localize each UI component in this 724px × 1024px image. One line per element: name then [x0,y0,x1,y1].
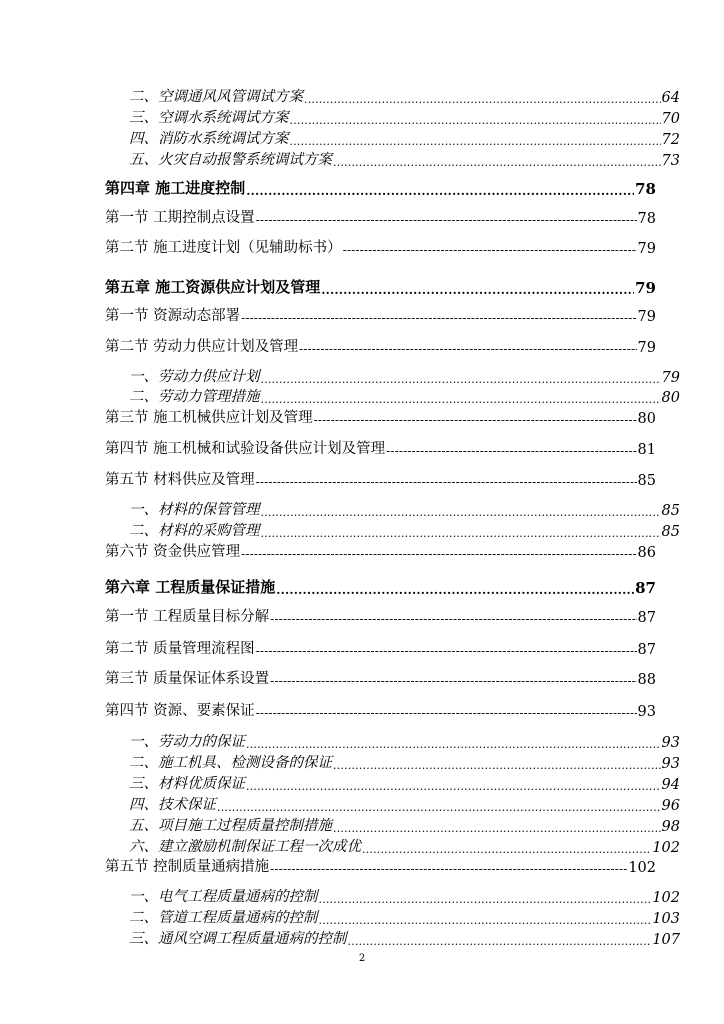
toc-page-number: 102 [652,890,680,906]
toc-entry-title: 二、空调通风风管调试方案 [129,89,303,105]
toc-chapter-title: 第四章 施工进度控制 [105,179,246,197]
toc-page-number: 103 [652,911,680,927]
toc-leader [348,934,652,948]
toc-section-title: 第一节 资源动态部署 [105,308,241,324]
toc-page-number: 87 [637,642,656,658]
toc-leader [246,779,661,793]
toc-page-number: 70 [661,111,680,127]
toc-page-number: 79 [637,241,656,257]
toc-page-number: 79 [661,370,680,386]
toc-leader [321,283,634,297]
toc-section-title: 第一节 工程质量目标分解 [105,609,270,625]
toc-entry [105,128,680,148]
toc-page-number: 79 [635,279,656,297]
toc-chapter [105,275,656,297]
toc-page-number: 73 [661,153,680,169]
toc-leader [256,706,637,720]
toc-page-number: 72 [661,132,680,148]
toc-chapter-title: 第六章 工程质量保证措施 [105,578,276,596]
toc-entry [105,752,680,772]
toc-leader [304,92,661,106]
toc-entry [105,773,680,793]
toc-leader [217,800,661,814]
toc-leader [276,583,634,597]
toc-entry-title: 三、空调水系统调试方案 [129,110,289,126]
toc-section-title: 第三节 施工机械供应计划及管理 [105,410,313,426]
toc-section [105,604,656,626]
toc-entry [105,366,680,386]
toc-page-number: 85 [637,473,656,489]
toc-page-number: 107 [652,932,680,948]
toc-leader [246,737,661,751]
toc-entry [105,520,680,540]
toc-entry [105,886,680,906]
toc-entry [105,907,680,927]
toc-leader [343,243,637,257]
toc-section [105,405,656,427]
toc-page-number: 94 [661,777,680,793]
toc-section-title: 第一节 工期控制点设置 [105,210,255,226]
toc-section-title: 第二节 劳动力供应计划及管理 [105,339,299,355]
toc-page-number: 80 [637,411,656,427]
toc-section [105,334,656,356]
toc-leader [261,392,661,406]
toc-page-number: 88 [637,672,656,688]
toc-leader [246,184,634,198]
toc-leader [270,612,636,626]
toc-entry [105,149,680,169]
toc-leader [319,892,652,906]
toc-leader [314,413,637,427]
toc-section-title: 第四节 施工机械和试验设备供应计划及管理 [105,441,386,457]
toc-entry [105,794,680,814]
toc-leader [333,155,661,169]
toc-leader [270,862,627,876]
toc-entry-title: 四、技术保证 [129,797,216,813]
toc-entry [105,836,680,856]
toc-page-number: 87 [635,579,656,597]
toc-section [105,698,656,720]
footer-page-number: 2 [358,953,366,964]
toc-entry-title: 一、劳动力的保证 [129,734,245,750]
toc-entry-title: 一、劳动力供应计划 [129,369,260,385]
toc-entry [105,86,680,106]
toc-section-title: 第三节 质量保证体系设置 [105,671,270,687]
toc-page-number: 85 [661,524,680,540]
toc-section [105,303,656,325]
toc-section-title: 第四节 资源、要素保证 [105,703,255,719]
toc-leader [241,547,636,561]
toc-entry-title: 三、通风空调工程质量通病的控制 [129,931,347,947]
toc-section-title: 第二节 质量管理流程图 [105,641,255,657]
toc-section [105,235,656,257]
toc-entry-title: 六、建立激励机制保证工程一次成优 [129,839,361,855]
toc-leader [333,821,661,835]
toc-entry-title: 一、电气工程质量通病的控制 [129,889,318,905]
toc-entry [105,386,680,406]
toc-section [105,436,656,458]
toc-leader [290,113,661,127]
toc-entry [105,731,680,751]
toc-section [105,854,656,876]
toc-entry [105,107,680,127]
toc-leader [256,475,637,489]
toc-entry [105,815,680,835]
toc-page-number: 85 [661,503,680,519]
toc-entry [105,928,680,948]
toc-page-number: 93 [661,756,680,772]
toc-leader [241,311,636,325]
toc-leader [299,342,636,356]
toc-page-number: 80 [661,390,680,406]
toc-entry-title: 三、材料优质保证 [129,776,245,792]
toc-leader [333,758,661,772]
toc-section-title: 第二节 施工进度计划（见辅助标书） [105,240,342,256]
toc-entry-title: 一、材料的保管管理 [129,502,260,518]
toc-page-number: 81 [637,442,656,458]
toc-page-number: 79 [637,340,656,356]
toc-leader [261,526,661,540]
toc-page-number: 79 [637,309,656,325]
toc-section [105,636,656,658]
toc-section-title: 第五节 控制质量通病措施 [105,859,270,875]
toc-section [105,539,656,561]
toc-section-title: 第五节 材料供应及管理 [105,472,255,488]
toc-page-number: 87 [637,610,656,626]
toc-leader [290,134,661,148]
toc-page-number: 86 [637,545,656,561]
toc-page-number: 93 [637,704,656,720]
toc-chapter [105,575,656,597]
toc-entry [105,499,680,519]
toc-page-number: 78 [637,211,656,227]
toc-leader [386,444,636,458]
toc-page-number: 93 [661,735,680,751]
toc-page-number: 98 [661,819,680,835]
toc-page-number: 102 [652,840,680,856]
toc-chapter [105,176,656,198]
toc-page-number: 78 [635,180,656,198]
toc-entry-title: 二、施工机具、检测设备的保证 [129,755,332,771]
toc-leader [261,372,661,386]
toc-chapter-title: 第五章 施工资源供应计划及管理 [105,278,321,296]
toc-leader [256,213,637,227]
toc-section [105,205,656,227]
toc-entry-title: 二、劳动力管理措施 [129,389,260,405]
toc-section [105,467,656,489]
toc-entry-title: 五、项目施工过程质量控制措施 [129,818,332,834]
toc-page-number: 102 [628,860,656,876]
toc-page-number: 64 [661,90,680,106]
toc-section [105,666,656,688]
toc-entry-title: 二、管道工程质量通病的控制 [129,910,318,926]
toc-entry-title: 四、消防水系统调试方案 [129,131,289,147]
toc-section-title: 第六节 资金供应管理 [105,544,241,560]
toc-entry-title: 二、材料的采购管理 [129,523,260,539]
toc-leader [270,674,636,688]
toc-page-number: 96 [661,798,680,814]
toc-leader [261,505,661,519]
toc-leader [256,644,637,658]
toc-entry-title: 五、火灾自动报警系统调试方案 [129,152,332,168]
toc-leader [319,913,652,927]
